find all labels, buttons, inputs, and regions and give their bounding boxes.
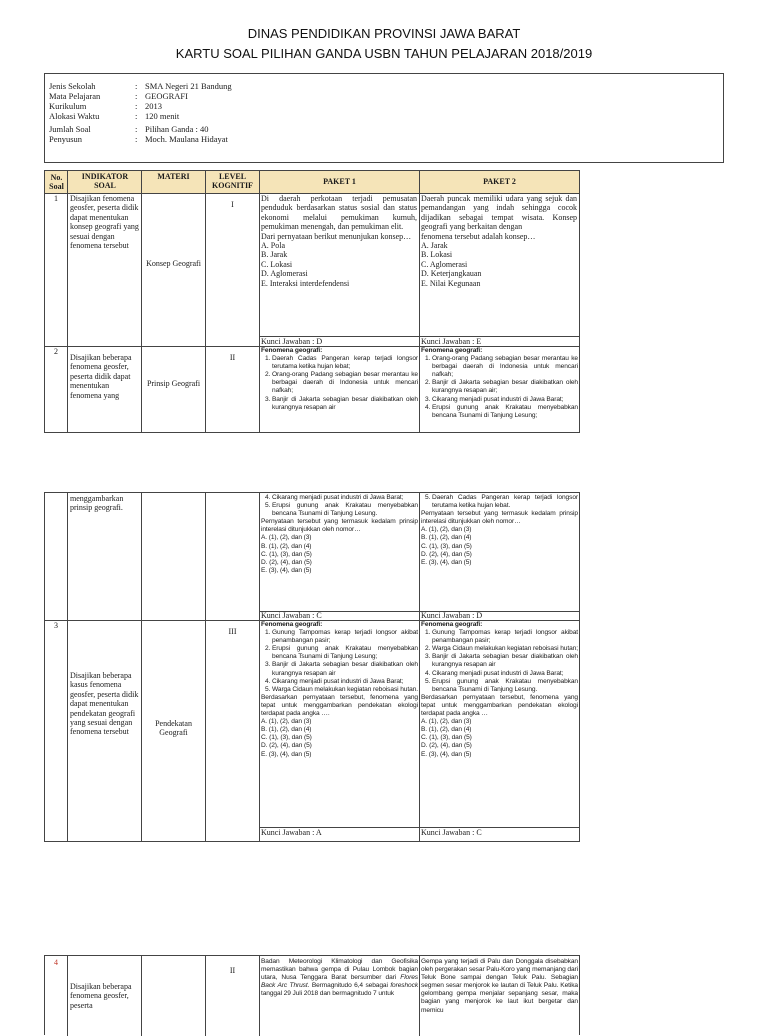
answer-key: Kunci Jawaban : D [261,337,323,346]
paket-2-question: Fenomena geografi: 1. Orang-orang Padang sebagian besar merantau ke berbagai daerah di Indonesia untuk mencari nafkah; 2. Banjir di Jakarta sebagian besar diakibatkan oleh kurangnya resapan air; 3. Cikarang menjadi pusat industri di Jawa Barat; 4. Erupsi gunung anak Krakatau menyebabkan bencana Tsunami di Tanjung Lesung; [421,347,578,432]
col-header-level: LEVEL KOGNITIF [212,172,253,190]
question-number: 1 [54,194,58,203]
col-header-paket-1: PAKET 1 [323,177,356,186]
paket-1-question: Fenomena geografi: 1. Gunung Tampomas kerap terjadi longsor akibat penambangan pasir; 2. Erupsi gunung anak Krakatau menyebabkan bencana Tsunami di Tanjung Lesung; 3. Banjir di Jakarta sebagian besar diakibatkan oleh kurangnya resapan air 4. Cikarang menjadi pusat industri di Jawa Barat; 5. Warga Cidaun melakukan kegiatan reboisasi hutan. Berdasarkan pernyataan tersebut, fenomena yang tepat untuk menggambarkan pendekatan ekologi terdapat pada angka …. A. (1), (2), dan (3) B. (1), (2), dan (4) C. (1), (3), dan (5) D. (2), (4), dan (5) E. (3), (4), dan (5) [261,621,418,826]
question-number: 4 [54,958,58,967]
identity-box: Jenis Sekolah : SMA Negeri 21 Bandung Mata Pelajaran : GEOGRAFI Kurikulum : 2013 Alokasi Waktu : 120 menit Jumlah Soal : Pilihan Ganda : 40 Penyusun : Moch. Maulana Hidayat [44,73,724,163]
level-kognitif: I [231,200,234,209]
question-number: 2 [54,347,58,356]
document-title-line-2: KARTU SOAL PILIHAN GANDA USBN TAHUN PELAJARAN 2018/2019 [175,46,593,61]
answer-key: Kunci Jawaban : C [261,611,322,620]
level-kognitif: II [229,353,236,362]
document-title-line-1: DINAS PENDIDIKAN PROVINSI JAWA BARAT [247,26,521,41]
paket-1-question: Di daerah perkotaan terjadi pemusatan penduduk berdasarkan status sosial dan status ekonomi melalui pemukiman kumuh, pemukiman menengah, dan pemukiman elit. Dari pernyataan berikut menunjukan konsep… A. Pola B. Jarak C. Lokasi D. Aglomerasi E. Interaksi interdefendensi [261,194,417,288]
paket-2-question: Daerah puncak memiliki udara yang sejuk dan pemandangan yang indah sehingga cocok dijadikan sebagai tempat wisata. Konsep geografi yang berkaitan dengan fenomena tersebut adalah konsep… A. Jarak B. Lokasi C. Aglomerasi D. Keterjangkauan E. Nilai Kegunaan [421,194,577,288]
materi: Pendekatan Geografi [155,719,192,738]
answer-options: A. (1), (2), dan (3) B. (1), (2), dan (4) C. (1), (3), dan (5) D. (2), (4), dan (5) E. (3), (4), dan (5) [261,534,312,574]
paket-2-question: Gempa yang terjadi di Palu dan Donggala disebabkan oleh pergerakan sesar Palu-Koro yang memanjang dari Teluk Bone sampai dengan Teluk Palu. Sebagian segmen sesar menjorok ke lautan di Teluk Palu. Ketika gelombang gempa menjalar sepanjang sesar, maka bagian yang menjorok ke laut ikut bergetar dan memicu [421,958,578,1014]
col-header-no: No. Soal [49,173,64,191]
paket-2-question: 5. Daerah Cadas Pangeran kerap terjadi longsor terutama ketika hujan lebat. Pernyataan tersebut yang termasuk kedalam prinsip interelasi ditunjukkan oleh nomor… A. (1), (2), dan (3) B. (1), (2), dan (4) C. (1), (3), dan (5) D. (2), (4), dan (5) E. (3), (4), dan (5) [421,494,578,610]
answer-options: A. (1), (2), dan (3) B. (1), (2), dan (4) C. (1), (3), dan (5) D. (2), (4), dan (5) E. (3), (4), dan (5) [421,718,472,758]
indikator-soal: menggambarkan prinsip geografi. [70,494,124,513]
question-number: 3 [54,621,58,630]
level-kognitif: III [228,627,237,636]
materi: Konsep Geografi [146,259,201,268]
answer-key: Kunci Jawaban : D [421,611,483,620]
indikator-soal: Disajikan beberapa fenomena geosfer, peserta [70,982,132,1010]
paket-2-question: Fenomena geografi: 1. Gunung Tampomas kerap terjadi longsor akibat penambangan pasir; 2. Warga Cidaun melakukan kegiatan reboisasi hutan; 3. Banjir di Jakarta sebagian besar diakibatkan oleh kurangnya resapan air 4. Cikarang menjadi pusat industri di Jawa Barat; 5. Erupsi gunung anak Krakatau menyebabkan bencana Tsunami di Tanjung Lesung. Berdasarkan pernyataan tersebut, fenomena yang tepat untuk menggambarkan pendekatan ekologi terdapat pada angka … A. (1), (2), dan (3) B. (1), (2), dan (4) C. (1), (3), dan (5) D. (2), (4), dan (5) E. (3), (4), dan (5) [421,621,578,826]
question-table-2 [44,492,580,842]
indikator-soal: Disajikan beberapa fenomena geosfer, peserta didik dapat menentukan fenomena yang [70,353,132,400]
paket-1-question: Badan Meteorologi Klimatologi dan Geofisika memastikan bahwa gempa di Pulau Lombok bagian utara, Nusa Tenggara Barat bersumber dari Flores Back Arc Thrust. Bermagnitudo 6,4 sebagai foreshock tanggal 29 Juli 2018 dan bermagnitudo 7 untuk [261,958,418,998]
answer-key: Kunci Jawaban : C [421,828,482,837]
col-header-indikator: INDIKATOR SOAL [81,172,129,190]
question-table-1 [44,170,580,433]
question-table-3 [44,955,580,1035]
answer-options: A. (1), (2), dan (3) B. (1), (2), dan (4) C. (1), (3), dan (5) D. (2), (4), dan (5) E. (3), (4), dan (5) [421,526,472,566]
materi: Prinsip Geografi [146,379,201,388]
paket-1-question: 4. Cikarang menjadi pusat industri di Jawa Barat; 5. Erupsi gunung anak Krakatau menyebabkan bencana Tsunami di Tanjung Lesung. Pernyataan tersebut yang termasuk kedalam prinsip interelasi ditunjukkan oleh nomor… A. (1), (2), dan (3) B. (1), (2), dan (4) C. (1), (3), dan (5) D. (2), (4), dan (5) E. (3), (4), dan (5) [261,494,418,610]
col-header-paket-2: PAKET 2 [483,177,516,186]
col-header-materi: MATERI [157,172,190,181]
answer-key: Kunci Jawaban : A [261,828,322,837]
indikator-soal: Disajikan fenomena geosfer, peserta didik dapat menentukan konsep geografi yang sesuai dengan fenomena tersebut [70,194,139,251]
answer-options: A. Pola B. Jarak C. Lokasi D. Aglomerasi E. Interaksi interdefendensi [261,241,350,288]
answer-options: A. Jarak B. Lokasi C. Aglomerasi D. Keterjangkauan E. Nilai Kegunaan [421,241,482,288]
answer-options: A. (1), (2), dan (3) B. (1), (2), dan (4) C. (1), (3), dan (5) D. (2), (4), dan (5) E. (3), (4), dan (5) [261,718,312,758]
level-kognitif: II [229,966,236,975]
indikator-soal: Disajikan beberapa kasus fenomena geosfer, peserta didik dapat menentukan pendekatan geografi yang sesuai dengan fenomena tersebut [70,671,139,737]
answer-key: Kunci Jawaban : E [421,337,482,346]
paket-1-question: Fenomena geografi: 1. Daerah Cadas Pangeran kerap terjadi longsor terutama ketika hujan lebat; 2. Orang-orang Padang sebagian besar merantau ke berbagai daerah di Indonesia untuk mencari nafkah; 3. Banjir di Jakarta sebagian besar diakibatkan oleh kurangnya resapan air [261,347,418,432]
